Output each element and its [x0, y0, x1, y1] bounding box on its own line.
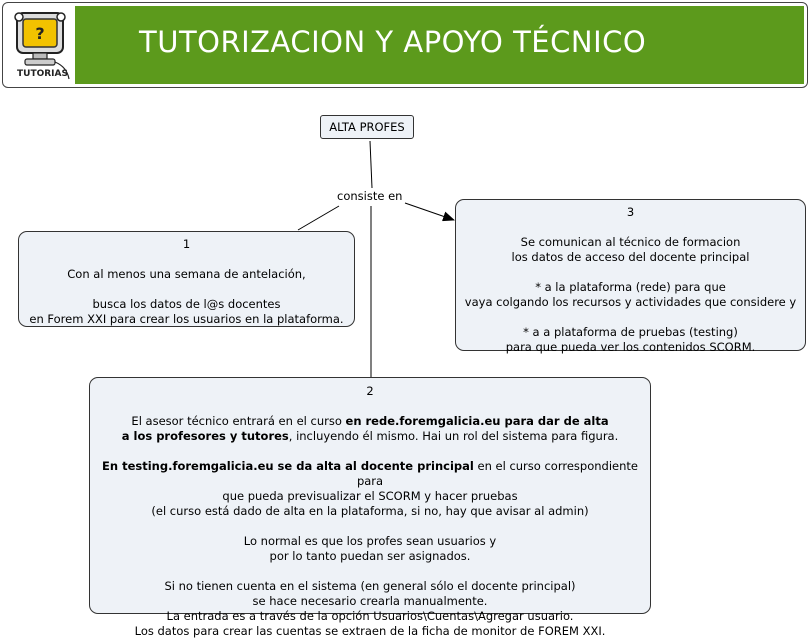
connector-root-label	[370, 141, 372, 188]
node-text: Lo normal es que los profes sean usuarios y	[243, 534, 497, 548]
node-text: * a la plataforma (rede) para que	[535, 280, 726, 294]
concept-node-1[interactable]	[18, 231, 355, 327]
node-text: en Forem XXI para crear los usuarios en la plataforma.	[29, 312, 344, 326]
node-number: 2	[366, 384, 374, 398]
node-text: La entrada es a través de la opción Usuarios\Cuentas\Agregar usuario.	[166, 609, 574, 623]
node-text: Si no tienen cuenta en el sistema (en general sólo el docente principal)	[164, 579, 576, 593]
node-text: En testing.foremgalicia.eu se da alta al docente principal en el curso correspondiente para	[102, 459, 638, 488]
node-number: 3	[626, 205, 635, 219]
node-text: los datos de acceso del docente principal	[511, 250, 750, 264]
node-text: Con al menos una semana de antelación,	[67, 267, 306, 281]
connector-to-node-3	[405, 203, 454, 220]
node-text: Se comunican al técnico de formacion	[520, 235, 741, 249]
node-text: por lo tanto puedan ser asignados.	[269, 549, 471, 563]
node-text: vaya colgando los recursos y actividades que considere y	[464, 295, 797, 309]
node-text: se hace necesario crearla manualmente.	[252, 594, 488, 608]
concept-node-3[interactable]	[455, 199, 806, 354]
root-concept[interactable]: ALTA PROFES	[320, 115, 414, 139]
node-text: Los datos para crear las cuentas se extraen de la ficha de monitor de FOREM XXI.	[134, 624, 606, 638]
node-number: 1	[182, 237, 191, 251]
node-text: para que pueda ver los contenidos SCORM.	[505, 340, 756, 354]
page-title: TUTORIZACION Y APOYO TÉCNICO	[139, 25, 647, 59]
node-text: * a a plataforma de pruebas (testing)	[523, 325, 738, 339]
node-text: a los profesores y tutores, incluyendo él mismo. Hai un rol del sistema para figura.	[121, 429, 619, 443]
svg-text:?: ?	[35, 24, 45, 43]
concept-node-2[interactable]	[89, 377, 651, 638]
node-text: que pueda previsualizar el SCORM y hacer pruebas	[222, 489, 518, 503]
logo-label: TUTORIAS	[17, 69, 68, 79]
connector-to-node-1	[298, 206, 339, 230]
link-phrase: consiste en	[337, 189, 403, 203]
node-text: busca los datos de l@s docentes	[92, 297, 281, 311]
node-text: (el curso está dado de alta en la plataforma, si no, hay que avisar al admin)	[151, 504, 589, 518]
node-text: El asesor técnico entrará en el curso en rede.foremgalicia.eu para dar de alta	[131, 414, 609, 428]
